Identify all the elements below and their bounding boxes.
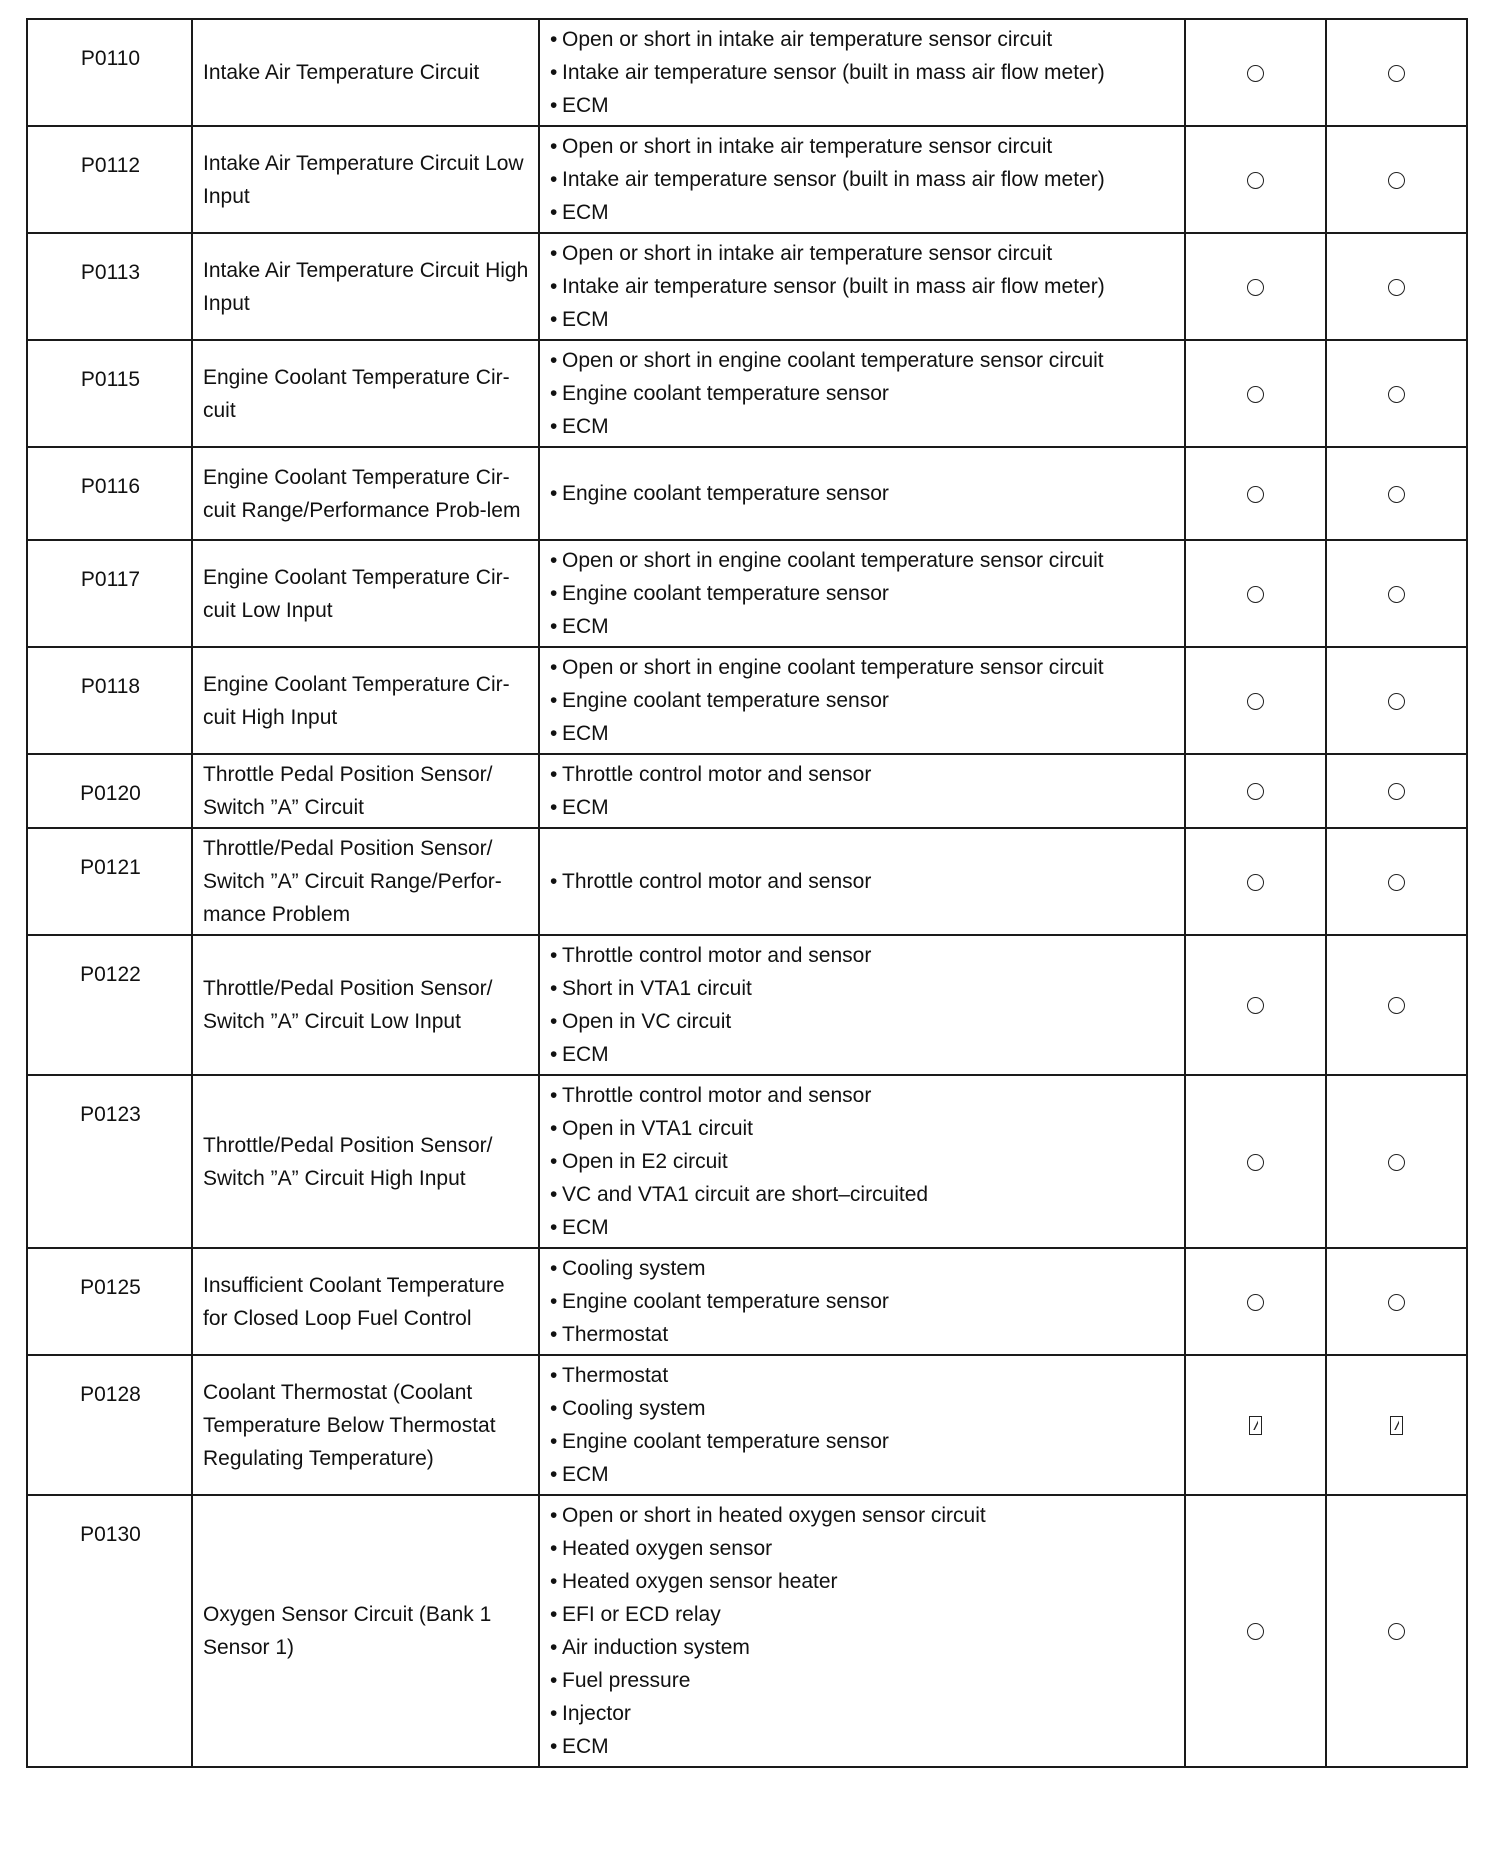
trouble-area-list xyxy=(550,23,1176,122)
trouble-area-item: • Engine coolant temperature sensor xyxy=(550,377,1176,410)
dtc-table xyxy=(26,18,1468,1768)
trouble-area-item: • Throttle control motor and sensor xyxy=(550,758,1176,791)
trouble-area-item: • Open or short in heated oxygen sensor circuit xyxy=(550,1499,1176,1532)
circle-mark-icon xyxy=(1247,874,1264,891)
trouble-area-item: • Open or short in intake air temperature sensor circuit xyxy=(550,23,1176,56)
trouble-area-item: • ECM xyxy=(550,1458,1176,1491)
memory-indicator-cell xyxy=(1326,540,1467,647)
memory-indicator-cell xyxy=(1326,647,1467,754)
box-mark-icon xyxy=(1390,1416,1403,1435)
trouble-area-item: • Engine coolant temperature sensor xyxy=(550,1285,1176,1318)
circle-mark-icon xyxy=(1247,65,1264,82)
circle-mark-icon xyxy=(1247,1623,1264,1640)
trouble-area-item: • ECM xyxy=(550,1730,1176,1763)
trouble-area-item: • Intake air temperature sensor (built in mass air flow meter) xyxy=(550,270,1176,303)
trouble-area-item: • Intake air temperature sensor (built in mass air flow meter) xyxy=(550,56,1176,89)
circle-mark-icon xyxy=(1247,1154,1264,1171)
table-row xyxy=(27,126,1467,233)
dtc-code: P0123 xyxy=(27,1075,192,1248)
circle-mark-icon xyxy=(1247,386,1264,403)
mil-indicator-cell xyxy=(1185,754,1326,828)
table-row xyxy=(27,1075,1467,1248)
dtc-code: P0128 xyxy=(27,1355,192,1495)
trouble-area-item: • Open in VTA1 circuit xyxy=(550,1112,1176,1145)
dtc-code: P0121 xyxy=(27,828,192,935)
trouble-area-item: • Short in VTA1 circuit xyxy=(550,972,1176,1005)
trouble-area xyxy=(539,935,1185,1075)
detection-item: Oxygen Sensor Circuit (Bank 1 Sensor 1) xyxy=(192,1495,539,1767)
dtc-code: P0125 xyxy=(27,1248,192,1355)
table-row xyxy=(27,828,1467,935)
circle-mark-icon xyxy=(1388,386,1405,403)
memory-indicator-cell xyxy=(1326,935,1467,1075)
mil-indicator-cell xyxy=(1185,540,1326,647)
circle-mark-icon xyxy=(1388,486,1405,503)
trouble-area-item: • Air induction system xyxy=(550,1631,1176,1664)
table-row xyxy=(27,647,1467,754)
circle-mark-icon xyxy=(1388,586,1405,603)
circle-mark-icon xyxy=(1388,65,1405,82)
memory-indicator-cell xyxy=(1326,754,1467,828)
trouble-area xyxy=(539,126,1185,233)
trouble-area-item: • ECM xyxy=(550,303,1176,336)
trouble-area-item: • Cooling system xyxy=(550,1392,1176,1425)
table-row xyxy=(27,1248,1467,1355)
dtc-code: P0110 xyxy=(27,19,192,126)
memory-indicator-cell xyxy=(1326,340,1467,447)
detection-item: Insufficient Coolant Temperature for Closed Loop Fuel Control xyxy=(192,1248,539,1355)
memory-indicator-cell xyxy=(1326,447,1467,540)
trouble-area-item: • Heated oxygen sensor heater xyxy=(550,1565,1176,1598)
memory-indicator-cell xyxy=(1326,126,1467,233)
trouble-area-item: • Throttle control motor and sensor xyxy=(550,1079,1176,1112)
detection-item: Coolant Thermostat (Coolant Temperature Below Thermostat Regulating Temperature) xyxy=(192,1355,539,1495)
trouble-area-item: • ECM xyxy=(550,196,1176,229)
table-row xyxy=(27,19,1467,126)
memory-indicator-cell xyxy=(1326,233,1467,340)
trouble-area-item: • Thermostat xyxy=(550,1359,1176,1392)
mil-indicator-cell xyxy=(1185,19,1326,126)
trouble-area-list xyxy=(550,477,1176,510)
dtc-code: P0120 xyxy=(27,754,192,828)
mil-indicator-cell xyxy=(1185,126,1326,233)
trouble-area xyxy=(539,1075,1185,1248)
dtc-code: P0112 xyxy=(27,126,192,233)
mil-indicator-cell xyxy=(1185,935,1326,1075)
table-row xyxy=(27,540,1467,647)
trouble-area-list xyxy=(550,651,1176,750)
trouble-area-list xyxy=(550,1499,1176,1763)
circle-mark-icon xyxy=(1388,172,1405,189)
trouble-area-item: • Engine coolant temperature sensor xyxy=(550,684,1176,717)
table-row xyxy=(27,1495,1467,1767)
trouble-area-item: • ECM xyxy=(550,410,1176,443)
dtc-table-body xyxy=(27,19,1467,1767)
trouble-area xyxy=(539,447,1185,540)
memory-indicator-cell xyxy=(1326,1248,1467,1355)
circle-mark-icon xyxy=(1388,783,1405,800)
table-row xyxy=(27,447,1467,540)
trouble-area-item: • Open or short in engine coolant temperature sensor circuit xyxy=(550,651,1176,684)
detection-item: Intake Air Temperature Circuit xyxy=(192,19,539,126)
circle-mark-icon xyxy=(1388,874,1405,891)
trouble-area xyxy=(539,647,1185,754)
detection-item: Engine Coolant Temperature Cir-cuit xyxy=(192,340,539,447)
box-mark-icon xyxy=(1249,1416,1262,1435)
detection-item: Intake Air Temperature Circuit High Input xyxy=(192,233,539,340)
trouble-area-item: • ECM xyxy=(550,1038,1176,1071)
circle-mark-icon xyxy=(1388,1623,1405,1640)
dtc-code: P0116 xyxy=(27,447,192,540)
trouble-area-item: • Open or short in intake air temperature sensor circuit xyxy=(550,237,1176,270)
detection-item: Engine Coolant Temperature Cir-cuit Low Input xyxy=(192,540,539,647)
detection-item: Throttle/Pedal Position Sensor/ Switch ”A” Circuit High Input xyxy=(192,1075,539,1248)
trouble-area-item: • Heated oxygen sensor xyxy=(550,1532,1176,1565)
memory-indicator-cell xyxy=(1326,1355,1467,1495)
trouble-area xyxy=(539,754,1185,828)
table-row xyxy=(27,340,1467,447)
circle-mark-icon xyxy=(1247,783,1264,800)
trouble-area-item: • Cooling system xyxy=(550,1252,1176,1285)
circle-mark-icon xyxy=(1388,997,1405,1014)
trouble-area-item: • ECM xyxy=(550,1211,1176,1244)
trouble-area-item: • Open in VC circuit xyxy=(550,1005,1176,1038)
circle-mark-icon xyxy=(1388,1154,1405,1171)
circle-mark-icon xyxy=(1247,997,1264,1014)
circle-mark-icon xyxy=(1247,172,1264,189)
trouble-area-item: • Throttle control motor and sensor xyxy=(550,865,1176,898)
dtc-code: P0117 xyxy=(27,540,192,647)
circle-mark-icon xyxy=(1247,486,1264,503)
trouble-area-item: • ECM xyxy=(550,89,1176,122)
memory-indicator-cell xyxy=(1326,1075,1467,1248)
trouble-area xyxy=(539,1495,1185,1767)
dtc-code: P0115 xyxy=(27,340,192,447)
trouble-area-item: • Thermostat xyxy=(550,1318,1176,1351)
trouble-area-item: • ECM xyxy=(550,791,1176,824)
mil-indicator-cell xyxy=(1185,1248,1326,1355)
trouble-area-item: • Fuel pressure xyxy=(550,1664,1176,1697)
trouble-area-list xyxy=(550,1079,1176,1244)
detection-item: Throttle Pedal Position Sensor/ Switch ”A” Circuit xyxy=(192,754,539,828)
trouble-area-list xyxy=(550,544,1176,643)
mil-indicator-cell xyxy=(1185,233,1326,340)
trouble-area-list xyxy=(550,1359,1176,1491)
trouble-area-item: • Open or short in intake air temperature sensor circuit xyxy=(550,130,1176,163)
trouble-area-item: • Open in E2 circuit xyxy=(550,1145,1176,1178)
trouble-area-item: • Engine coolant temperature sensor xyxy=(550,577,1176,610)
dtc-code: P0118 xyxy=(27,647,192,754)
mil-indicator-cell xyxy=(1185,1355,1326,1495)
trouble-area-list xyxy=(550,865,1176,898)
mil-indicator-cell xyxy=(1185,1495,1326,1767)
dtc-code: P0130 xyxy=(27,1495,192,1767)
trouble-area-item: • ECM xyxy=(550,610,1176,643)
trouble-area-item: • Open or short in engine coolant temperature sensor circuit xyxy=(550,344,1176,377)
trouble-area-item: • Intake air temperature sensor (built in mass air flow meter) xyxy=(550,163,1176,196)
mil-indicator-cell xyxy=(1185,340,1326,447)
detection-item: Throttle/Pedal Position Sensor/ Switch ”A” Circuit Range/Perfor-mance Problem xyxy=(192,828,539,935)
table-row xyxy=(27,233,1467,340)
circle-mark-icon xyxy=(1247,279,1264,296)
trouble-area xyxy=(539,1248,1185,1355)
trouble-area xyxy=(539,828,1185,935)
circle-mark-icon xyxy=(1388,693,1405,710)
trouble-area-list xyxy=(550,344,1176,443)
trouble-area-item: • Engine coolant temperature sensor xyxy=(550,477,1176,510)
trouble-area-list xyxy=(550,939,1176,1071)
mil-indicator-cell xyxy=(1185,447,1326,540)
mil-indicator-cell xyxy=(1185,1075,1326,1248)
dtc-code: P0122 xyxy=(27,935,192,1075)
detection-item: Engine Coolant Temperature Cir-cuit High Input xyxy=(192,647,539,754)
trouble-area-list xyxy=(550,1252,1176,1351)
trouble-area xyxy=(539,540,1185,647)
circle-mark-icon xyxy=(1247,1294,1264,1311)
trouble-area-item: • Injector xyxy=(550,1697,1176,1730)
trouble-area-list xyxy=(550,237,1176,336)
trouble-area-item: • Throttle control motor and sensor xyxy=(550,939,1176,972)
circle-mark-icon xyxy=(1247,693,1264,710)
memory-indicator-cell xyxy=(1326,1495,1467,1767)
detection-item: Intake Air Temperature Circuit Low Input xyxy=(192,126,539,233)
memory-indicator-cell xyxy=(1326,828,1467,935)
trouble-area-list xyxy=(550,758,1176,824)
trouble-area xyxy=(539,233,1185,340)
dtc-code: P0113 xyxy=(27,233,192,340)
mil-indicator-cell xyxy=(1185,647,1326,754)
trouble-area-item: • Engine coolant temperature sensor xyxy=(550,1425,1176,1458)
trouble-area xyxy=(539,340,1185,447)
detection-item: Engine Coolant Temperature Cir-cuit Range/Performance Prob-lem xyxy=(192,447,539,540)
table-row xyxy=(27,935,1467,1075)
trouble-area-item: • Open or short in engine coolant temperature sensor circuit xyxy=(550,544,1176,577)
table-row xyxy=(27,754,1467,828)
detection-item: Throttle/Pedal Position Sensor/ Switch ”A” Circuit Low Input xyxy=(192,935,539,1075)
trouble-area-item: • EFI or ECD relay xyxy=(550,1598,1176,1631)
trouble-area-item: • VC and VTA1 circuit are short–circuited xyxy=(550,1178,1176,1211)
circle-mark-icon xyxy=(1388,1294,1405,1311)
trouble-area-item: • ECM xyxy=(550,717,1176,750)
trouble-area-list xyxy=(550,130,1176,229)
circle-mark-icon xyxy=(1388,279,1405,296)
mil-indicator-cell xyxy=(1185,828,1326,935)
memory-indicator-cell xyxy=(1326,19,1467,126)
trouble-area xyxy=(539,19,1185,126)
circle-mark-icon xyxy=(1247,586,1264,603)
trouble-area xyxy=(539,1355,1185,1495)
table-row xyxy=(27,1355,1467,1495)
